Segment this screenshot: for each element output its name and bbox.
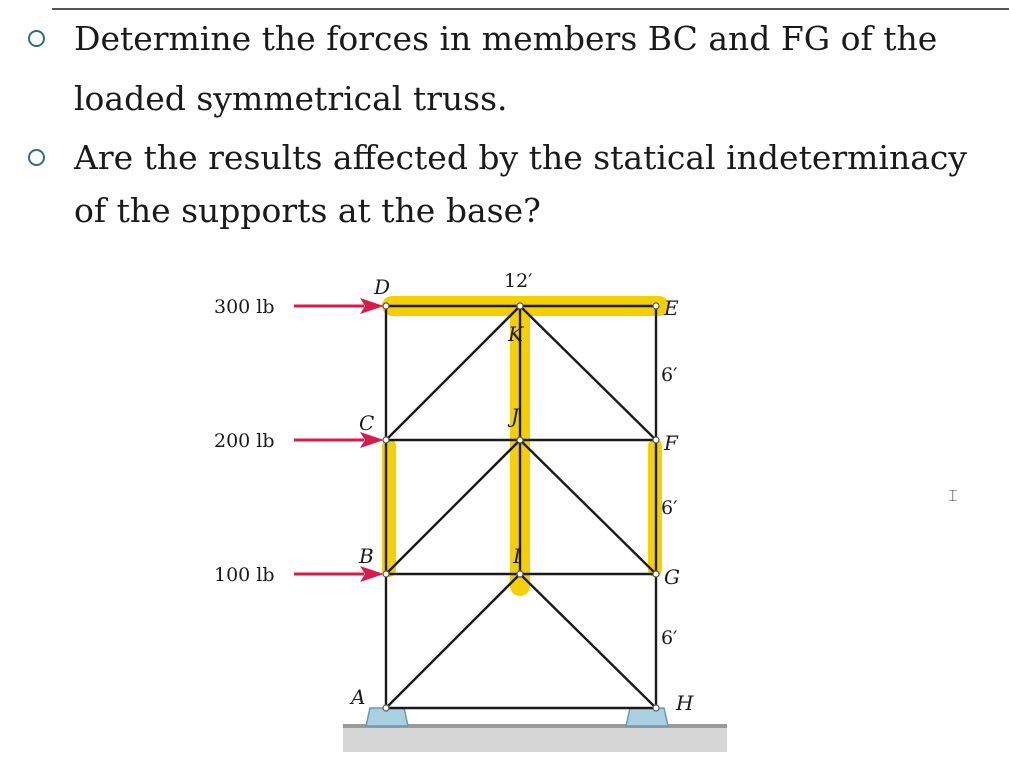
joint-pin-k [517, 303, 523, 309]
member-jg [520, 440, 656, 574]
panel-label-ef: 6′ [661, 364, 678, 386]
joint-label-c: C [359, 411, 375, 435]
highlights [389, 306, 659, 586]
span-label: 12′ [504, 270, 533, 292]
bullet-1-line-1: Determine the forces in members BC and FG of the [74, 19, 938, 58]
load-label-c: 200 lb [214, 430, 275, 452]
joint-label-k: K [508, 322, 523, 346]
joint-label-e: E [664, 296, 679, 320]
panel-label-fg: 6′ [661, 497, 678, 519]
member-bj [386, 440, 520, 574]
joint-pin-f [653, 437, 659, 443]
joint-label-b: B [359, 544, 374, 568]
member-kf [520, 306, 656, 440]
load-label-d: 300 lb [214, 296, 275, 318]
joint-pin-j [517, 437, 523, 443]
member-ck [386, 306, 520, 440]
joint-pin-i [517, 571, 523, 577]
load-label-b: 100 lb [214, 564, 275, 586]
joint-label-a: A [351, 685, 366, 709]
joint-label-f: F [664, 431, 678, 455]
support-h [626, 708, 668, 726]
joint-pin-h [653, 705, 659, 711]
load-arrows [294, 298, 384, 582]
joint-label-g: G [664, 565, 680, 589]
ground-base [343, 726, 727, 752]
panel-label-gh: 6′ [661, 627, 678, 649]
truss-members [386, 306, 656, 708]
bullet-2-line-2: of the supports at the base? [74, 191, 541, 230]
bullet-1-line-2: loaded symmetrical truss. [74, 79, 508, 118]
member-ih [520, 574, 656, 708]
joint-label-i: I [513, 544, 521, 568]
member-ai [386, 574, 520, 708]
text-cursor-icon: ⌶ [948, 486, 958, 505]
joint-pin-e [653, 303, 659, 309]
joint-pin-a [383, 705, 389, 711]
joint-label-j: J [511, 404, 520, 428]
joint-label-d: D [374, 275, 391, 299]
bullet-2-line-1: Are the results affected by the statical indeterminacy [74, 138, 968, 177]
joint-label-h: H [676, 691, 694, 715]
joint-pin-g [653, 571, 659, 577]
